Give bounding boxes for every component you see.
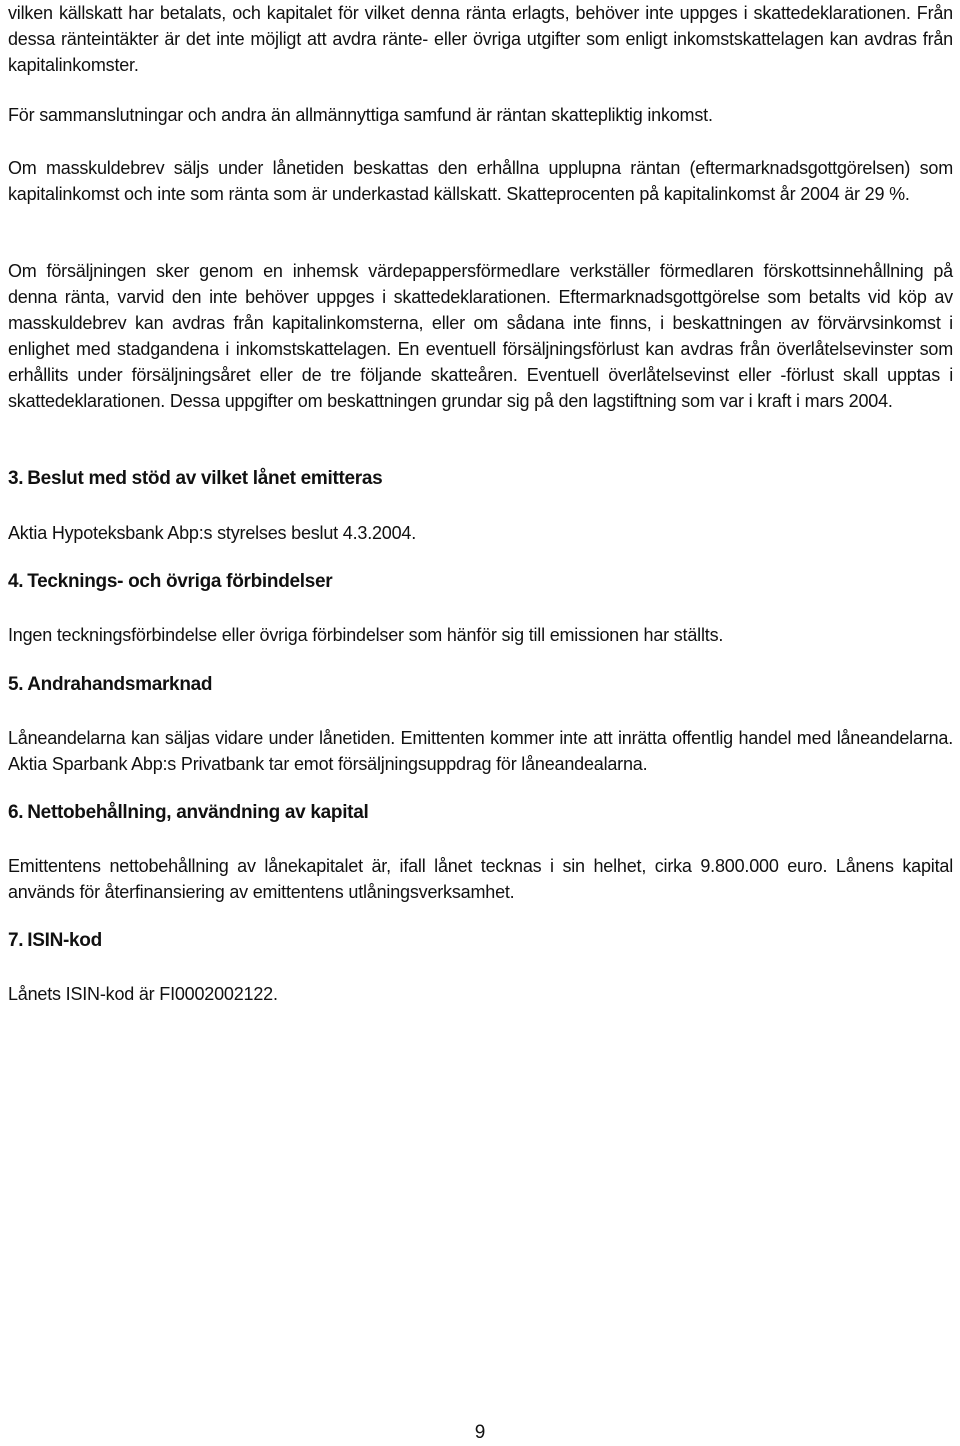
- section-heading-net-proceeds: [8, 800, 368, 826]
- paragraph-domestic-intermediary: Om försäljningen sker genom en inhemsk värdepappersförmedlare verkställer förmedlaren förskottsinnehållning på denna ränta, varvid den inte behöver uppges i skattedeklarationen. Eftermarknadsgottgörelse som betalts vid köp av masskuldebrev kan avdras från kapitalinkomsterna, eller om sådana inte finns, i beskattningen av förvärvsinkomst i enlighet med stadgandena i inkomstskattelagen. En eventuell försäljningsförlust kan avdras från överlåtelsevinster som erhållits under försäljningsåret eller de tre följande skatteåren. Eventuell överlåtelsevinst eller -förlust skall upptas i skattedeklarationen. Dessa uppgifter om beskattningen grundar sig på den lagstiftning som var i kraft i mars 2004.: [8, 261, 953, 411]
- section-number: 5.: [8, 674, 24, 695]
- paragraph-no-commitments: Ingen teckningsförbindelse eller övriga förbindelser som hänför sig till emissionen har ställts.: [8, 625, 724, 645]
- paragraph-sale-during-loan-term: Om masskuldebrev säljs under lånetiden beskattas den erhållna upplupna räntan (eftermarknadsgottgörelsen) som kapitalinkomst och inte som ränta som är underkastad källskatt. Skatteprocenten på kapitalinkomst år 2004 är 29 %.: [8, 158, 953, 204]
- paragraph-associations-tax: För sammanslutningar och andra än allmännyttiga samfund är räntan skattepliktig inkomst.: [8, 105, 713, 125]
- section-heading-issuance-decision: [8, 466, 382, 492]
- section-title: Andrahandsmarknad: [27, 674, 213, 695]
- page-number: 9: [474, 1422, 486, 1443]
- section-heading-secondary-market: [8, 672, 212, 698]
- section-number: 6.: [8, 802, 24, 823]
- paragraph-board-decision: Aktia Hypoteksbank Abp:s styrelses beslut 4.3.2004.: [8, 523, 417, 543]
- section-title: Tecknings- och övriga förbindelser: [27, 571, 333, 592]
- paragraph-withholding-tax-continued: vilken källskatt har betalats, och kapitalet för vilket denna ränta erlagts, behöver inte uppges i skattedeklarationen. Från dessa ränteintäkter är det inte möjligt att avdra ränte- eller övriga utgifter som enligt inkomstskattelagen kan avdras från kapitalinkomster.: [8, 3, 953, 75]
- section-title: ISIN-kod: [27, 930, 102, 951]
- section-title: Beslut med stöd av vilket lånet emitteras: [27, 468, 383, 489]
- paragraph-secondary-market: Låneandelarna kan säljas vidare under lånetiden. Emittenten kommer inte att inrätta offentlig handel med låneandelarna. Aktia Sparbank Abp:s Privatbank tar emot försäljningsuppdrag för låneandealarna.: [8, 728, 953, 774]
- section-number: 7.: [8, 930, 24, 951]
- section-number: 4.: [8, 571, 24, 592]
- section-title: Nettobehållning, användning av kapital: [27, 802, 369, 823]
- section-number: 3.: [8, 468, 24, 489]
- paragraph-net-proceeds: Emittentens nettobehållning av lånekapitalet är, ifall lånet tecknas i sin helhet, cirka 9.800.000 euro. Lånens kapital används för återfinansiering av emittentens utlåningsverksamhet.: [8, 856, 953, 902]
- section-heading-isin-code: [8, 928, 102, 954]
- section-heading-commitments: [8, 569, 332, 595]
- paragraph-isin-code: Lånets ISIN-kod är FI0002002122.: [8, 984, 278, 1004]
